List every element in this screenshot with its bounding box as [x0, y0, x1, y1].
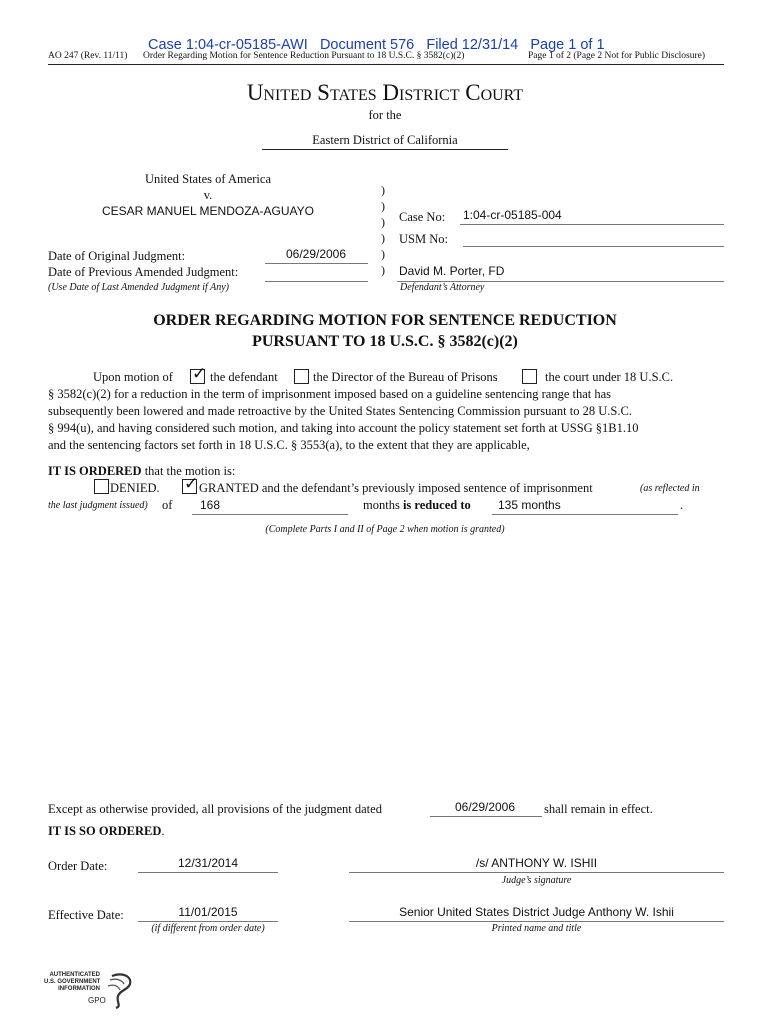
district-rule [262, 149, 508, 150]
motion-body [48, 386, 728, 454]
amended-judgment-line [265, 281, 368, 282]
motion-body-line2: subsequently been lowered and made retroactive by the United States Sentencing Commission pursuant to 28 U.S.C. [48, 404, 632, 418]
reflected-note-b: the last judgment issued) [48, 500, 148, 511]
so-ordered-period: . [161, 824, 165, 838]
upon-motion-label: Upon motion of [93, 370, 173, 384]
stamp-page: Page 1 of 1 [530, 37, 605, 53]
judge-signature: /s/ ANTHONY W. ISHII [475, 856, 598, 870]
district-name: Eastern District of California [312, 133, 458, 147]
it-is-so-ordered: IT IS SO ORDERED [48, 824, 162, 838]
case-no-value: 1:04-cr-05185-004 [463, 208, 562, 222]
caption-parens: ) ) ) ) ) ) [381, 183, 385, 277]
stamp-filed: Filed 12/31/14 [426, 37, 519, 53]
court-for-the: for the [368, 108, 402, 122]
denied-label: DENIED. [110, 481, 160, 495]
printed-name: Senior United States District Judge Anthony W. Ishii [399, 905, 674, 919]
director-checkbox[interactable] [294, 369, 309, 384]
defendant-name: CESAR MANUEL MENDOZA-AGUAYO [101, 204, 315, 218]
is-reduced-to: is reduced to [402, 498, 471, 512]
new-sentence-period: . [680, 498, 684, 512]
defendant-option-label: the defendant [210, 370, 278, 384]
orig-judgment-line [265, 263, 368, 264]
months-label: months [363, 498, 400, 512]
orig-judgment-date: 06/29/2006 [285, 247, 347, 261]
new-sentence-line [492, 514, 678, 515]
versus-text: v. [203, 188, 213, 202]
so-ordered-line [48, 824, 164, 839]
gpo-logo-text: AUTHENTICATED U.S. GOVERNMENT INFORMATION [44, 972, 101, 992]
form-title: Order Regarding Motion for Sentence Reduction Pursuant to 18 U.S.C. § 3582(c)(2) [143, 51, 465, 61]
stamp-document: Document 576 [319, 37, 415, 53]
signature-line [349, 872, 724, 873]
denied-checkbox[interactable] [94, 479, 109, 494]
court-name: United States District Court [246, 80, 524, 105]
plaintiff-name: United States of America [144, 172, 271, 186]
amended-note: (Use Date of Last Amended Judgment if Any) [48, 282, 229, 293]
amended-judgment-label: Date of Previous Amended Judgment: [48, 265, 239, 279]
order-title-line1: ORDER REGARDING MOTION FOR SENTENCE REDUCTION [153, 312, 617, 329]
it-is-ordered: IT IS ORDERED [48, 464, 142, 478]
months-reduced-text [363, 498, 471, 513]
attorney-name: David M. Porter, FD [399, 264, 505, 278]
granted-check-mark: ✓ [184, 474, 199, 494]
motion-body-line4: and the sentencing factors set forth in 18 U.S.C. § 3553(a), to the extent that they are applicable, [48, 438, 530, 452]
order-date-value: 12/31/2014 [177, 856, 239, 870]
new-sentence: 135 months [498, 498, 561, 512]
except-text: Except as otherwise provided, all provisions of the judgment dated [48, 802, 382, 816]
granted-checkbox[interactable] [182, 474, 199, 494]
form-id: AO 247 (Rev. 11/11) [48, 51, 128, 61]
gpo-logo [44, 972, 134, 1012]
eagle-icon [104, 970, 134, 1010]
printed-name-line [349, 921, 724, 922]
defendant-checkbox[interactable] [190, 364, 207, 384]
case-no-line [460, 224, 724, 225]
attorney-label: Defendant’s Attorney [400, 282, 485, 293]
defendant-check-mark: ✓ [192, 364, 207, 384]
judgment-date: 06/29/2006 [454, 800, 516, 814]
gpo-label: GPO [88, 996, 106, 1005]
director-option-label: the Director of the Bureau of Prisons [313, 370, 498, 384]
complete-parts-note: (Complete Parts I and II of Page 2 when motion is granted) [265, 524, 505, 535]
reflected-note-a: (as reflected in [640, 483, 700, 494]
remain-text: shall remain in effect. [544, 802, 653, 816]
court-checkbox[interactable] [522, 369, 537, 384]
motion-body-line1: § 3582(c)(2) for a reduction in the term of imprisonment imposed based on a guideline sentencing range that has [48, 387, 612, 401]
order-title-line2: PURSUANT TO 18 U.S.C. § 3582(c)(2) [252, 333, 518, 350]
printed-name-label: Printed name and title [491, 923, 582, 934]
effective-date-label: Effective Date: [48, 908, 124, 922]
stamp-case: Case 1:04-cr-05185-AWI [148, 37, 308, 53]
header-rule [48, 64, 724, 65]
orig-judgment-label: Date of Original Judgment: [48, 249, 186, 263]
order-date-label: Order Date: [48, 859, 108, 873]
motion-body-line3: § 994(u), and having considered such motion, and taking into account the policy statement set forth at USSG §1B1.10 [48, 421, 639, 435]
order-date-line [138, 872, 278, 873]
previous-months: 168 [200, 498, 221, 512]
judgment-date-line [430, 816, 542, 817]
case-no-label: Case No: [399, 210, 446, 224]
effective-date-line [138, 921, 278, 922]
granted-label: GRANTED and the defendant’s previously imposed sentence of imprisonment [199, 481, 593, 495]
effective-date-value: 11/01/2015 [178, 905, 238, 919]
that-motion-is: that the motion is: [144, 464, 236, 478]
usm-no-label: USM No: [399, 232, 448, 246]
signature-label: Judge’s signature [501, 875, 572, 886]
form-page-note: Page 1 of 2 (Page 2 Not for Public Disclosure) [528, 51, 706, 61]
it-is-ordered-line [48, 464, 235, 479]
of-label: of [162, 498, 173, 512]
effective-date-note: (if different from order date) [151, 923, 265, 934]
previous-months-line [192, 514, 348, 515]
court-option-label: the court under 18 U.S.C. [545, 370, 674, 384]
usm-no-line [463, 246, 724, 247]
